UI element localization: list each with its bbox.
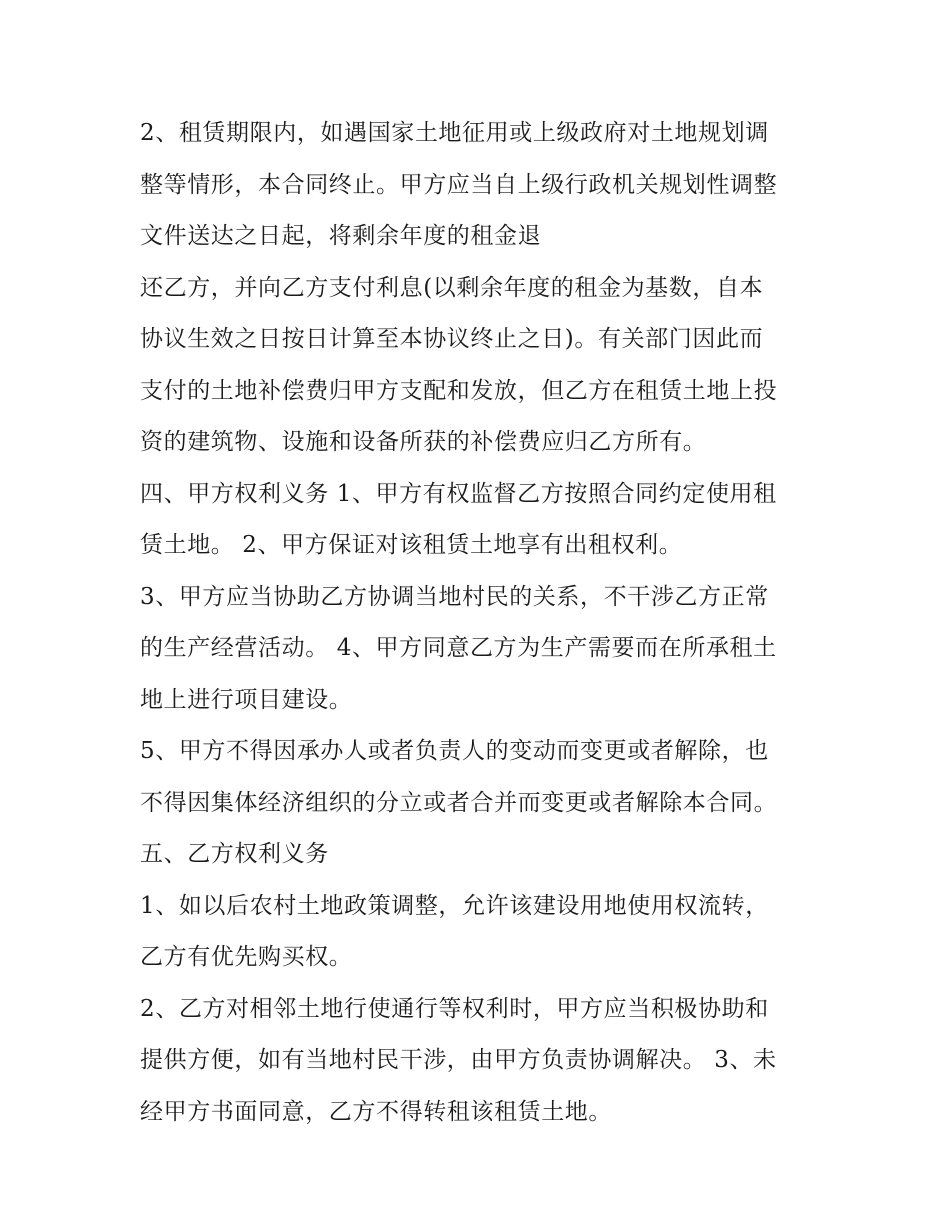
text-line: 协议生效之日按日计算至本协议终止之日)。有关部门因此而 [140,326,764,352]
text-line: 提供方便，如有当地村民干涉，由甲方负责协调解决。 3、未 [140,1047,777,1073]
text-line: 地上进行项目建设。 [140,686,353,713]
section-heading-line: 四、甲方权利义务 1、甲方有权监督乙方按照合同约定使用租 [140,480,777,507]
text-line: 2、租赁期限内，如遇国家土地征用或上级政府对土地规划调 [140,120,769,146]
text-line: 文件送达之日起，将剩余年度的租金退 [140,223,542,249]
text-line: 1、如以后农村土地政策调整，允许该建设用地使用权流转， [140,892,769,919]
text-line: 的生产经营活动。 4、甲方同意乙方为生产需要而在所承租土 [140,635,777,661]
text-line: 不得因集体经济组织的分立或者合并而变更或者解除本合同。 [140,789,778,816]
text-line: 支付的土地补偿费归甲方支配和发放，但乙方在租赁土地上投 [140,377,778,404]
text-line: 5、甲方不得因承办人或者负责人的变动而变更或者解除，也 [140,738,769,764]
text-line: 2、乙方对相邻土地行使通行等权利时，甲方应当积极协助和 [140,995,769,1022]
text-line: 还乙方，并向乙方支付利息(以剩余年度的租金为基数，自本 [140,274,764,301]
text-line: 乙方有优先购买权。 [140,944,353,970]
text-line: 3、甲方应当协助乙方协调当地村民的关系，不干涉乙方正常 [140,583,769,610]
text-line: 资的建筑物、设施和设备所获的补偿费应归乙方所有。 [140,429,707,455]
text-line: 整等情形，本合同终止。甲方应当自上级行政机关规划性调整 [140,171,778,198]
text-line: 赁土地。 2、甲方保证对该租赁土地享有出租权利。 [140,532,683,558]
contract-text [140,108,820,1138]
section-heading: 五、乙方权利义务 [140,841,329,867]
text-line: 经甲方书面同意，乙方不得转租该租赁土地。 [140,1098,612,1125]
